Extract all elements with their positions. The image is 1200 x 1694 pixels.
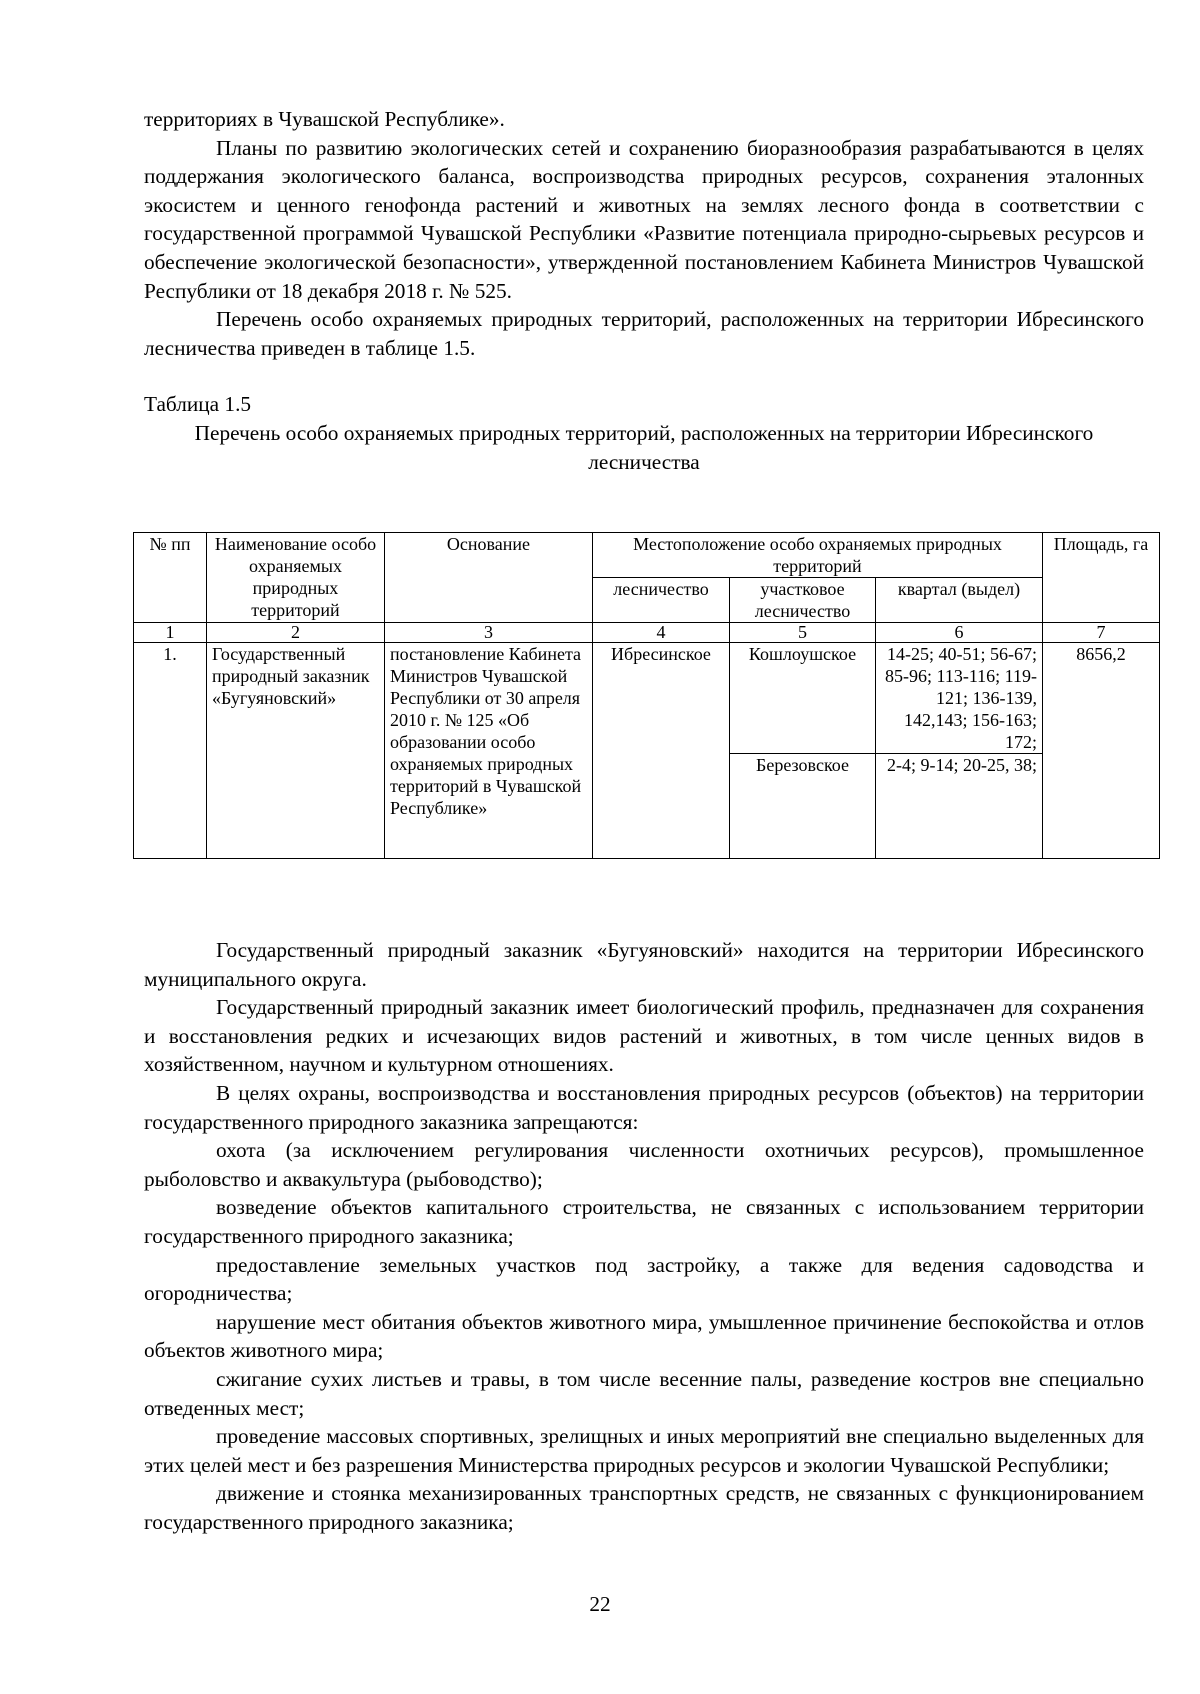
table-title: Перечень особо охраняемых природных территорий, расположенных на территории Ибресинского лесничества (194, 420, 1094, 474)
header-name: Наименование особо охраняемых природных территорий (207, 533, 385, 623)
column-number: 4 (593, 623, 730, 643)
header-area: Площадь, га (1043, 533, 1160, 623)
cell-quarter: 2-4; 9-14; 20-25, 38; (876, 754, 1043, 859)
page-number: 22 (589, 1592, 611, 1616)
column-number: 1 (134, 623, 207, 643)
cell-basis: постановление Кабинета Министров Чувашской Республики от 30 апреля 2010 г. № 125 «Об образовании особо охраняемых природных территорий в Чувашской Республике» (385, 643, 593, 859)
body-paragraph: предоставление земельных участков под застройку, а также для ведения садоводства и огородничества; (144, 1252, 1144, 1306)
cell-district: Кошлоушское (730, 643, 876, 754)
body-section (144, 936, 1144, 1536)
cell-quarter: 14-25; 40-51; 56-67; 85-96; 113-116; 119-121; 136-139, 142,143; 156-163; 172; (876, 643, 1043, 754)
table-row (134, 643, 1160, 754)
protected-areas-table (133, 532, 1160, 859)
body-paragraph: движение и стоянка механизированных транспортных средств, не связанных с функционированием государственного природного заказника; (144, 1481, 1144, 1534)
intro-paragraph: Перечень особо охраняемых природных территорий, расположенных на территории Ибресинского лесничества приведен в таблице 1.5. (144, 307, 1144, 360)
body-paragraph: В целях охраны, воспроизводства и восстановления природных ресурсов (объектов) на территории государственного природного заказника запрещаются: (144, 1080, 1144, 1134)
column-number: 7 (1043, 623, 1160, 643)
intro-paragraph: Планы по развитию экологических сетей и сохранению биоразнообразия разрабатываются в целях поддержания экологического баланса, воспроизводства природных ресурсов, сохранения эталонных экосистем и ценного генофонда растений и животных на землях лесного фонда в соответствии с государственной программой Чувашской Республики «Развитие потенциала природно-сырьевых ресурсов и обеспечение экологической безопасности», утвержденной постановлением Кабинета Министров Чувашской Республики от 18 декабря 2018 г. № 525. (144, 135, 1144, 303)
cell-name: Государственный природный заказник «Бугуяновский» (207, 643, 385, 859)
cell-area: 8656,2 (1043, 643, 1160, 859)
column-number-row (134, 623, 1160, 643)
header-basis: Основание (385, 533, 593, 623)
header-location: Местоположение особо охраняемых природных территорий (593, 533, 1043, 578)
body-paragraph: охота (за исключением регулирования численности охотничьих ресурсов), промышленное рыболовство и аквакультура (рыбоводство); (144, 1138, 1144, 1191)
column-number: 6 (876, 623, 1043, 643)
body-paragraph: нарушение мест обитания объектов животного мира, умышленное причинение беспокойства и отлов объектов животного мира; (144, 1309, 1144, 1363)
body-paragraph: проведение массовых спортивных, зрелищных и иных мероприятий вне специально выделенных для этих целей мест и без разрешения Министерства природных ресурсов и экологии Чувашской Республики; (144, 1424, 1144, 1477)
header-num: № пп (134, 533, 207, 623)
intro-paragraph: территориях в Чувашской Республике». (144, 107, 505, 131)
cell-district: Березовское (730, 754, 876, 859)
header-district: участковое лесничество (730, 578, 876, 623)
body-paragraph: Государственный природный заказник имеет биологический профиль, предназначен для сохранения и восстановления редких и исчезающих видов растений и животных, в том числе ценных видов в хозяйственном, научном и культурном отношениях. (144, 995, 1144, 1077)
cell-forestry: Ибресинское (593, 643, 730, 859)
cell-num: 1. (134, 643, 207, 859)
intro-section (144, 105, 1144, 476)
header-quarter: квартал (выдел) (876, 578, 1043, 623)
column-number: 5 (730, 623, 876, 643)
body-paragraph: возведение объектов капитального строительства, не связанных с использованием территории государственного природного заказника; (144, 1195, 1144, 1248)
body-paragraph: Государственный природный заказник «Бугуяновский» находится на территории Ибресинского муниципального округа. (144, 938, 1144, 991)
header-forestry: лесничество (593, 578, 730, 623)
column-number: 3 (385, 623, 593, 643)
table-number: Таблица 1.5 (144, 392, 252, 417)
column-number: 2 (207, 623, 385, 643)
body-paragraph: сжигание сухих листьев и травы, в том числе весенние палы, разведение костров вне специально отведенных мест; (144, 1366, 1144, 1420)
